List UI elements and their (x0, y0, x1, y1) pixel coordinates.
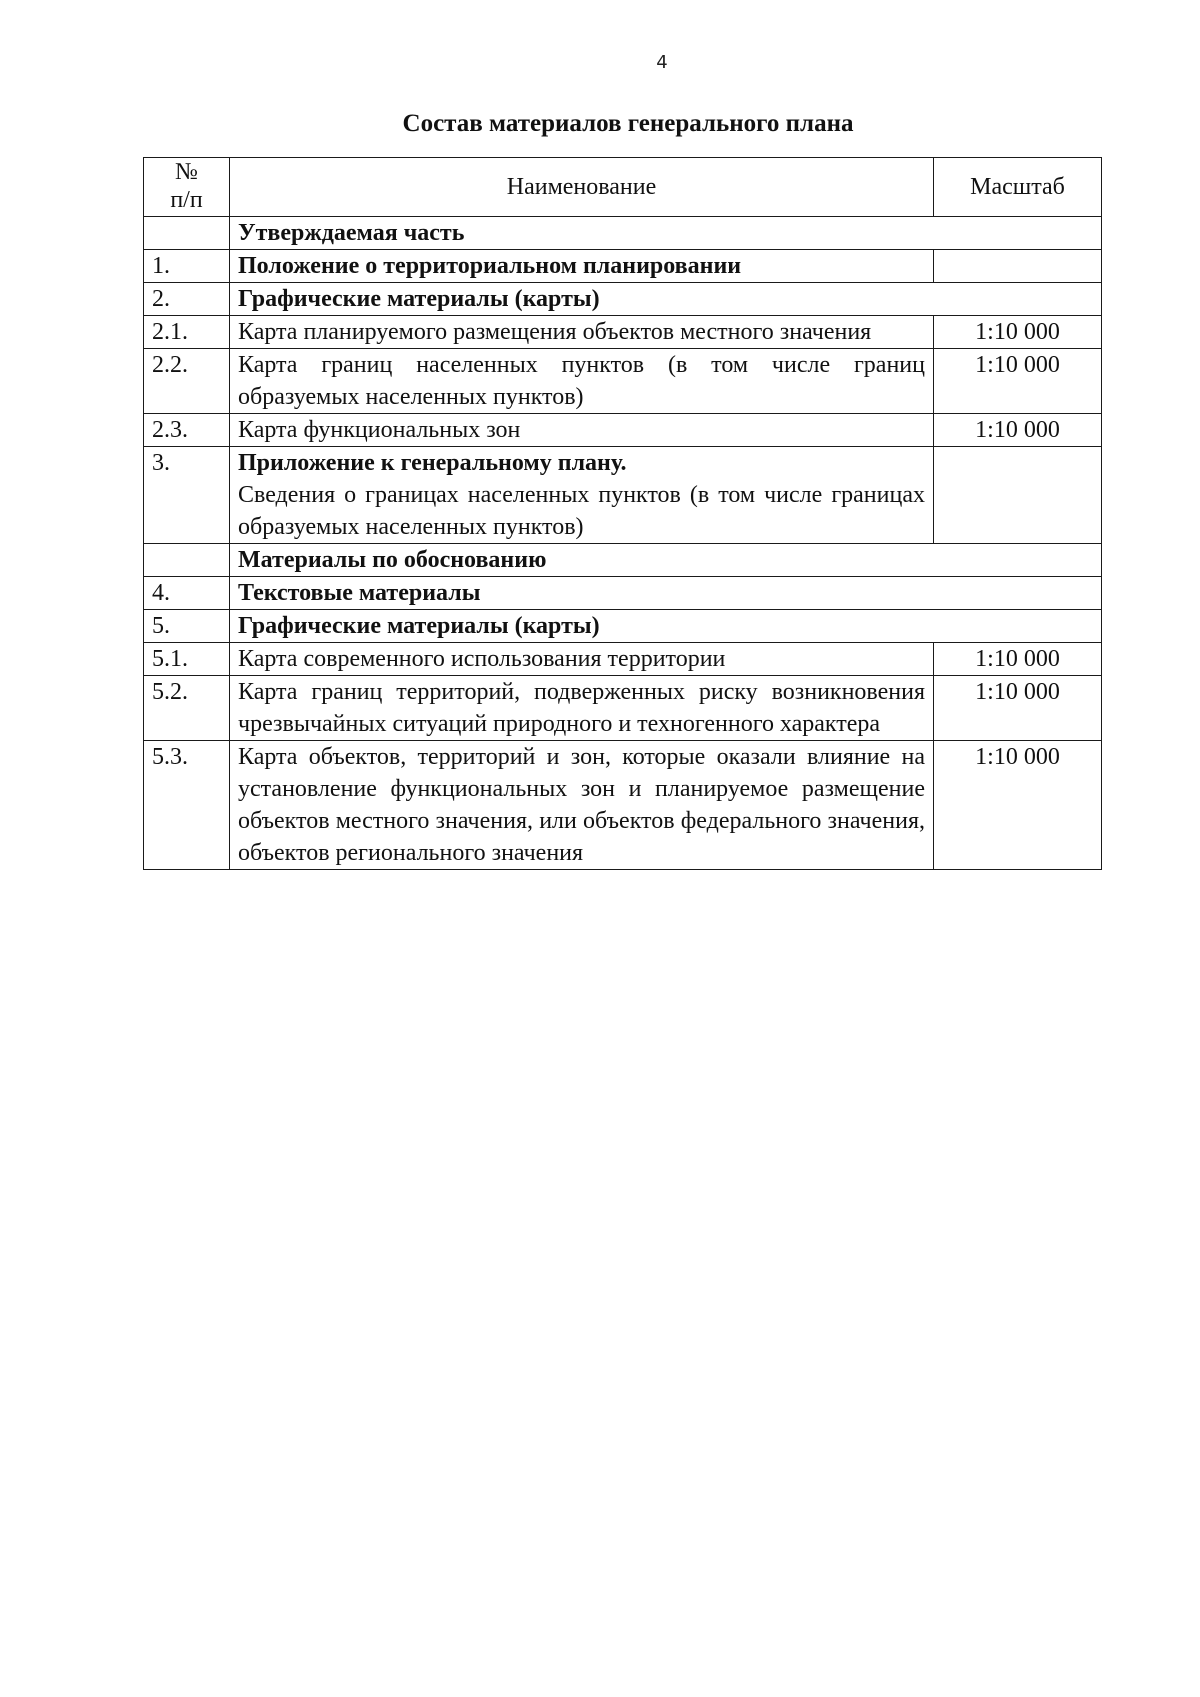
table-header-row (144, 158, 1102, 217)
section-title: Утверждаемая часть (230, 217, 1102, 250)
table-row (144, 250, 1102, 283)
row-scale: 1:10 000 (934, 676, 1102, 741)
table-row (144, 349, 1102, 414)
table-row (144, 643, 1102, 676)
document-title: Состав материалов генерального плана (402, 110, 854, 137)
row-number: 2.3. (144, 414, 230, 447)
row-name: Карта границ территорий, подверженных риску возникновения чрезвычайных ситуаций природного и техногенного характера (230, 676, 934, 741)
row-number: 5.1. (144, 643, 230, 676)
row-number: 4. (144, 577, 230, 610)
row-number: 5.2. (144, 676, 230, 741)
row-name-text: Сведения о границах населенных пунктов (в том числе границах образуемых населенных пунктов) (238, 482, 925, 540)
header-number (144, 158, 230, 217)
materials-table (143, 157, 1102, 870)
row-scale: 1:10 000 (934, 643, 1102, 676)
section-row (144, 217, 1102, 250)
header-number-symbol: № (175, 159, 198, 185)
section-row (144, 544, 1102, 577)
header-number-abbrev: п/п (170, 187, 203, 213)
row-scale: 1:10 000 (934, 349, 1102, 414)
row-name: Карта границ населенных пунктов (в том числе границ образуемых населенных пунктов) (230, 349, 934, 414)
section-title: Материалы по обоснованию (230, 544, 1102, 577)
row-name: Графические материалы (карты) (230, 283, 1102, 316)
row-name (230, 447, 934, 544)
header-name: Наименование (230, 158, 934, 217)
table-row (144, 447, 1102, 544)
row-number: 5.3. (144, 741, 230, 870)
row-name: Текстовые материалы (230, 577, 1102, 610)
row-scale: 1:10 000 (934, 316, 1102, 349)
row-name-heading: Приложение к генеральному плану. (238, 450, 627, 476)
row-scale: 1:10 000 (934, 414, 1102, 447)
row-number (144, 544, 230, 577)
row-number: 1. (144, 250, 230, 283)
row-number: 2.1. (144, 316, 230, 349)
row-name: Карта функциональных зон (230, 414, 934, 447)
table-row (144, 741, 1102, 870)
row-name: Карта объектов, территорий и зон, которые оказали влияние на установление функциональных зон и планируемое размещение объектов местного значения, или объектов федерального значения, объектов регионального значения (230, 741, 934, 870)
row-name: Карта планируемого размещения объектов местного значения (230, 316, 934, 349)
table-row (144, 316, 1102, 349)
row-number: 2. (144, 283, 230, 316)
row-number: 2.2. (144, 349, 230, 414)
row-name: Графические материалы (карты) (230, 610, 1102, 643)
row-name: Положение о территориальном планировании (230, 250, 934, 283)
row-number: 5. (144, 610, 230, 643)
row-number (144, 217, 230, 250)
table-row (144, 676, 1102, 741)
table-row (144, 610, 1102, 643)
table-row (144, 283, 1102, 316)
row-scale (934, 447, 1102, 544)
table-row (144, 414, 1102, 447)
row-name: Карта современного использования территории (230, 643, 934, 676)
row-number: 3. (144, 447, 230, 544)
header-scale: Масштаб (934, 158, 1102, 217)
page-number: 4 (656, 52, 668, 73)
table-row (144, 577, 1102, 610)
row-scale: 1:10 000 (934, 741, 1102, 870)
row-scale (934, 250, 1102, 283)
